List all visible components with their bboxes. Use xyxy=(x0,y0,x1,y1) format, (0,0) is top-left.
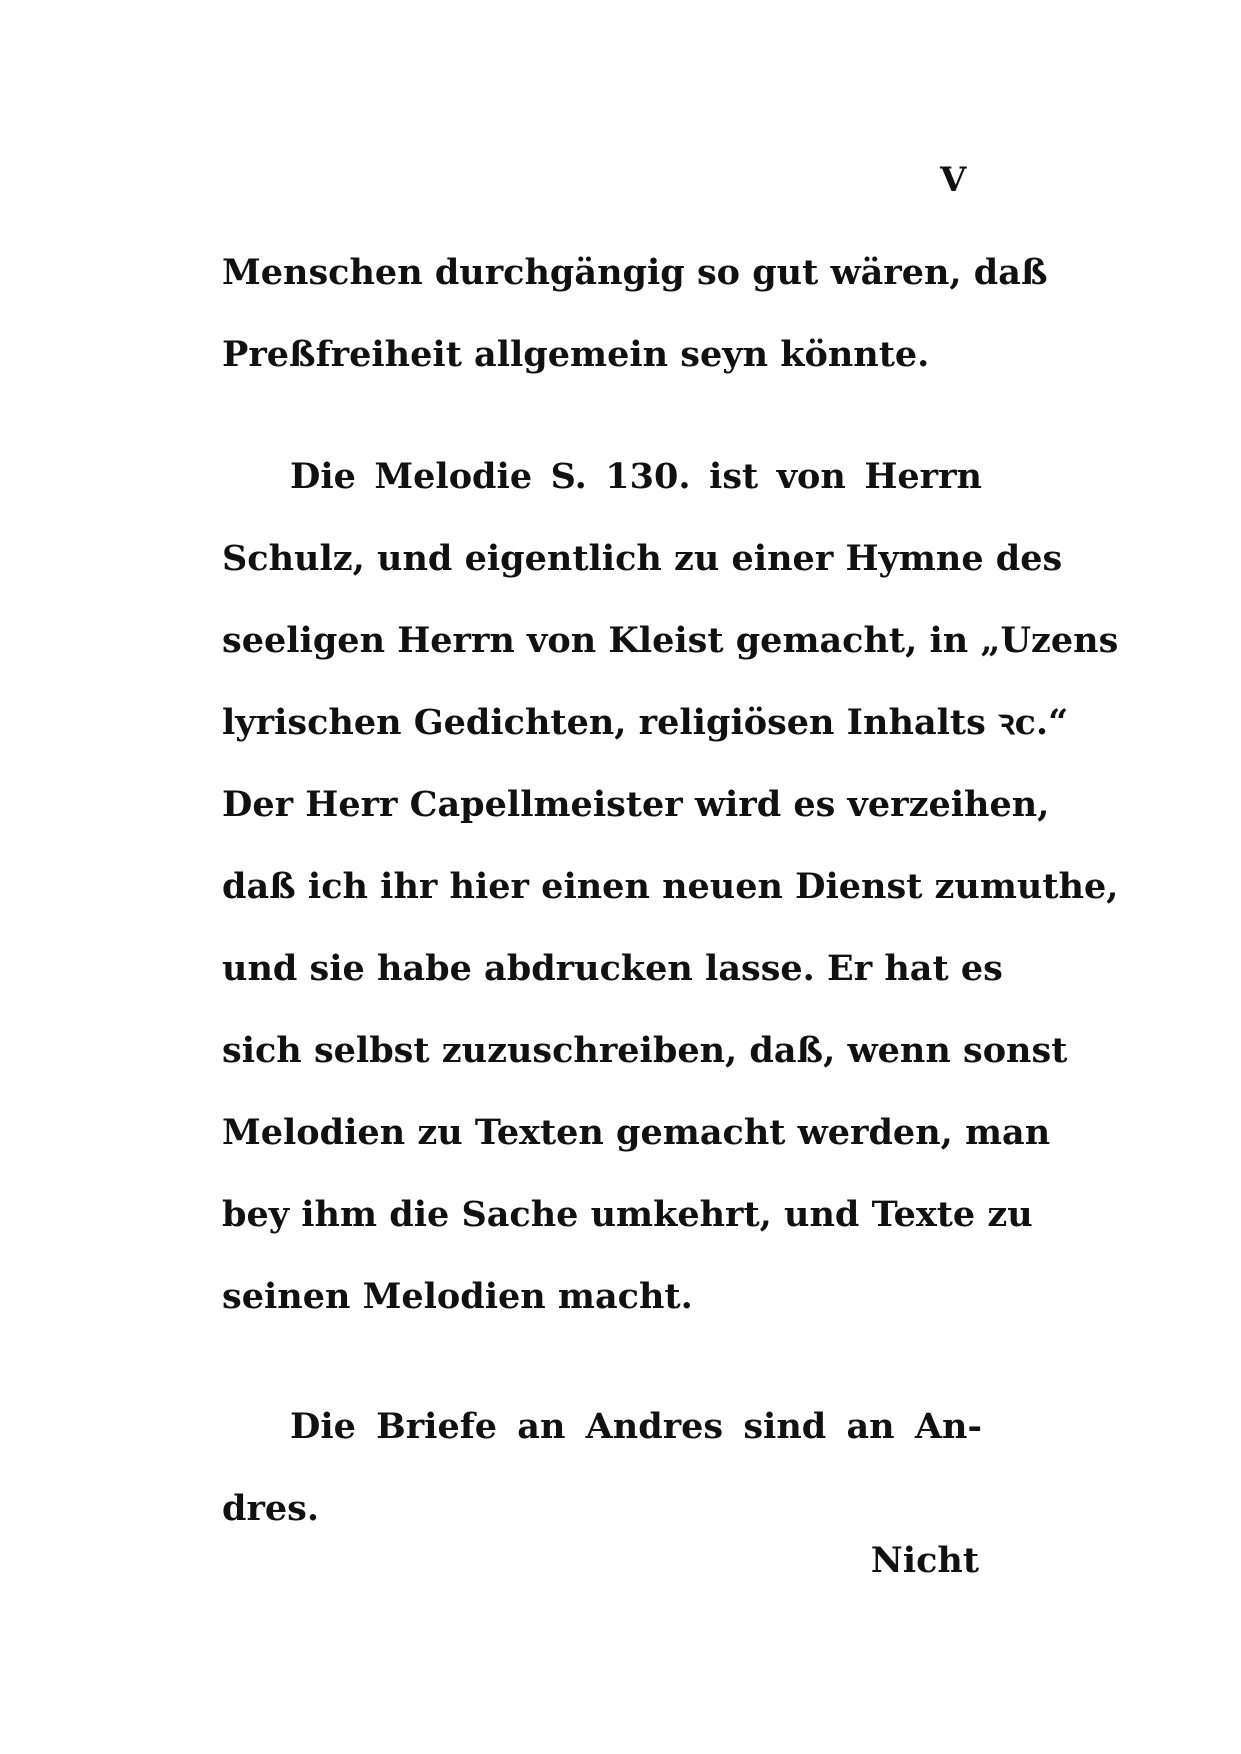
text-line: Schulz, und eigentlich zu einer Hymne des xyxy=(222,538,1063,579)
text-line: seeligen Herrn von Kleist gemacht, in „Uzens xyxy=(222,620,1119,661)
text-line: Der Herr Capellmeister wird es verzeihen, xyxy=(222,784,1050,825)
text-line: bey ihm die Sache umkehrt, und Texte zu xyxy=(222,1194,1033,1235)
text-line: Melodien zu Texten gemacht werden, man xyxy=(222,1112,1051,1153)
paragraph-1 xyxy=(222,232,1048,396)
paragraph-3 xyxy=(222,1386,982,1550)
text-line: Die Briefe an Andres sind an An- xyxy=(290,1406,982,1447)
text-line: daß ich ihr hier einen neuen Dienst zumuthe, xyxy=(222,866,1119,907)
text-line: sich selbst zuzuschreiben, daß, wenn sonst xyxy=(222,1030,1068,1071)
text-line: seinen Melodien macht. xyxy=(222,1276,693,1317)
text-line: und sie habe abdrucken lasse. Er hat es xyxy=(222,948,1003,989)
text-line: Preßfreiheit allgemein seyn könnte. xyxy=(222,334,930,375)
paragraph-2 xyxy=(222,436,1119,1338)
page-number: V xyxy=(940,160,968,200)
text-line: Die Melodie S. 130. ist von Herrn xyxy=(290,456,982,497)
text-line: Menschen durchgängig so gut wären, daß xyxy=(222,252,1048,293)
catchword: Nicht xyxy=(870,1540,979,1581)
text-line: dres. xyxy=(222,1488,320,1529)
text-line: lyrischen Gedichten, religiösen Inhalts ꝛc.“ xyxy=(222,702,1069,743)
